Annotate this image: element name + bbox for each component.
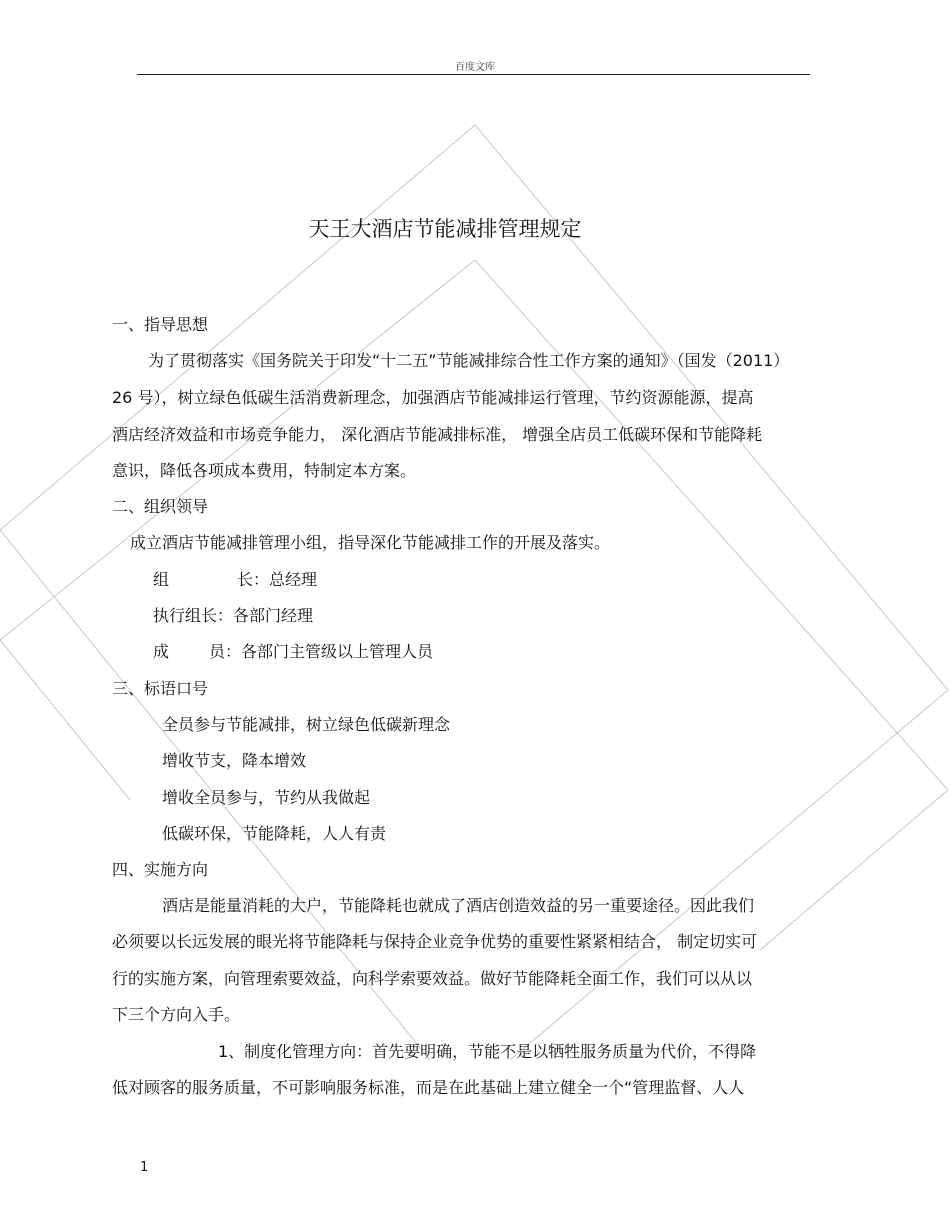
slogan-item: 增收全员参与，节约从我做起	[162, 788, 371, 807]
paragraph-line: 1、制度化管理方向：首先要明确，节能不是以牺牲服务质量为代价，不得降	[218, 1042, 757, 1061]
section-heading: 二、组织领导	[112, 497, 209, 516]
watermark-line	[0, 640, 130, 800]
section-heading: 一、指导思想	[112, 315, 209, 334]
paragraph-line: 必须要以长远发展的眼光将节能降耗与保持企业竞争优势的重要性紧紧相结合， 制定切实可	[112, 932, 758, 951]
role-value: 长：总经理	[237, 570, 318, 589]
document-title: 天王大酒店节能减排管理规定	[308, 217, 582, 241]
page-header-text: 百度文库	[455, 62, 495, 73]
watermark-line	[510, 690, 948, 1060]
section-heading: 四、实施方向	[112, 860, 209, 879]
paragraph-line: 意识，降低各项成本费用，特制定本方案。	[112, 461, 417, 480]
paragraph-line: 低对顾客的服务质量，不可影响服务标准，而是在此基础上建立健全一个“管理监督、人人	[112, 1078, 745, 1097]
paragraph-line: 26 号），树立绿色低碳生活消费新理念，加强酒店节能减排运行管理，节约资源能源，提高	[112, 388, 754, 407]
header-rule	[137, 74, 810, 75]
watermark-line	[475, 260, 948, 790]
role-value: 员：各部门主管级以上管理人员	[209, 642, 434, 661]
watermark-line	[760, 790, 948, 950]
slogan-item: 全员参与节能减排，树立绿色低碳新理念	[162, 715, 451, 734]
role-label: 组	[153, 570, 170, 589]
paragraph-line: 为了贯彻落实《国务院关于印发“十二五”节能减排综合性工作方案的通知》（国发（2011）	[148, 351, 790, 370]
paragraph-line: 行的实施方案，向管理索要效益，向科学索要效益。做好节能降耗全面工作，我们可以从以	[112, 969, 753, 988]
section-heading: 三、标语口号	[112, 679, 209, 698]
slogan-item: 增收节支，降本增效	[162, 751, 307, 770]
role-label: 成	[153, 642, 170, 661]
paragraph-line: 酒店经济效益和市场竞争能力， 深化酒店节能减排标准， 增强全店员工低碳环保和节能降耗	[112, 425, 763, 444]
paragraph-line: 下三个方向入手。	[112, 1005, 241, 1024]
paragraph-line: 酒店是能量消耗的大户，节能降耗也就成了酒店创造效益的另一重要途径。因此我们	[162, 896, 755, 915]
slogan-item: 低碳环保，节能降耗，人人有责	[162, 824, 387, 843]
paragraph-line: 成立酒店节能减排管理小组，指导深化节能减排工作的开展及落实。	[130, 533, 611, 552]
page-number: 1	[140, 1160, 149, 1175]
role-line: 执行组长：各部门经理	[153, 606, 314, 625]
